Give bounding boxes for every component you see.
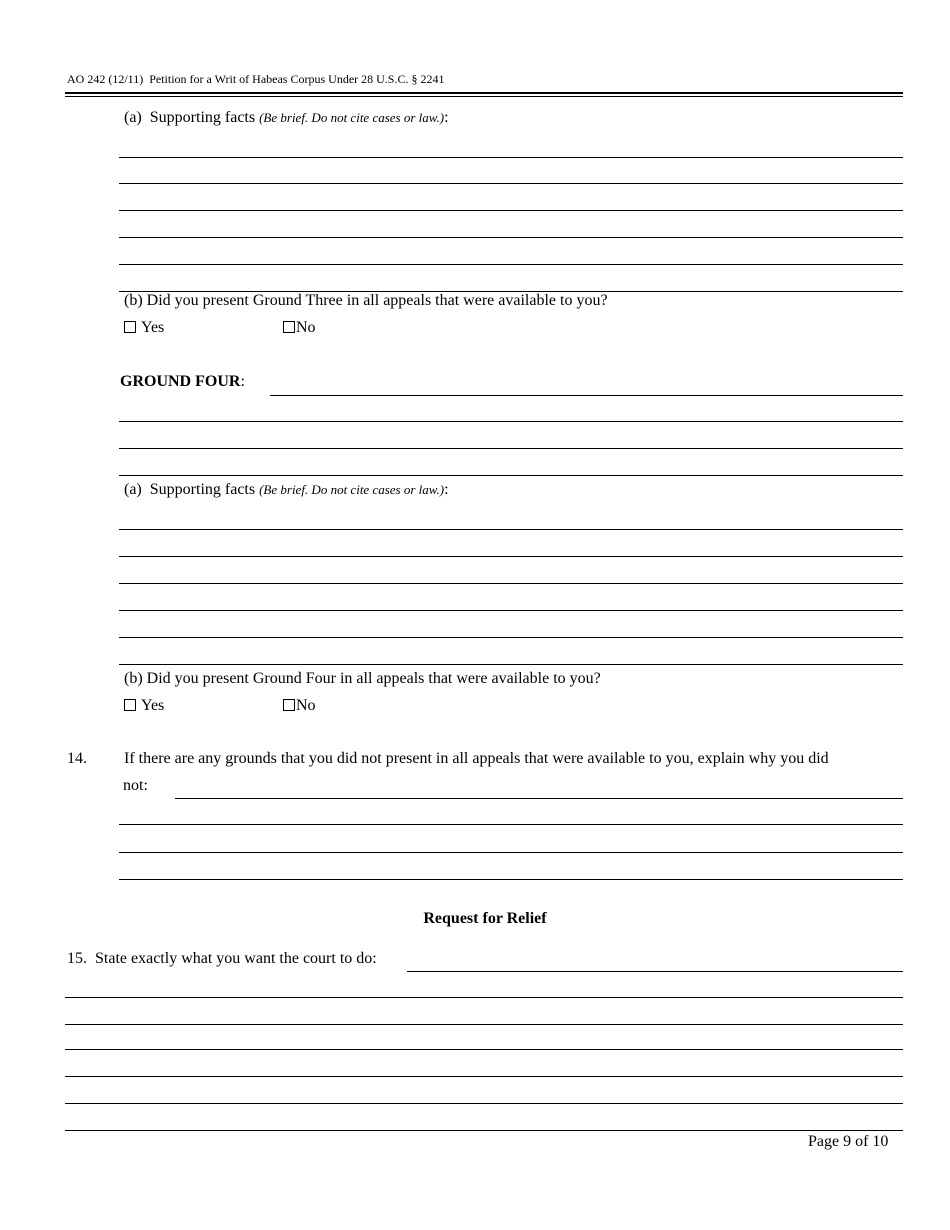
- ground-four-facts-line-1[interactable]: [119, 529, 903, 530]
- form-id: AO 242 (12/11): [67, 72, 144, 86]
- item-14-number: 14.: [67, 750, 87, 767]
- relief-line-6[interactable]: [65, 1103, 903, 1104]
- ground-four-heading: [120, 373, 245, 391]
- ground-four-supporting-facts-label: [124, 481, 449, 499]
- form-title: Petition for a Writ of Habeas Corpus Under 28 U.S.C. § 2241: [149, 72, 445, 86]
- form-header: [67, 72, 444, 87]
- relief-line-4[interactable]: [65, 1049, 903, 1050]
- ground-three-no-checkbox[interactable]: [283, 321, 295, 333]
- yes-label: Yes: [141, 319, 165, 336]
- ground-four-yes-option[interactable]: [124, 697, 164, 715]
- no-label: No: [296, 697, 316, 714]
- header-rule-thin: [65, 96, 903, 97]
- ground-four-facts-line-2[interactable]: [119, 556, 903, 557]
- ground-four-line-4[interactable]: [119, 475, 903, 476]
- ground-three-supporting-facts-label: [124, 109, 449, 127]
- relief-line-7[interactable]: [65, 1130, 903, 1131]
- relief-line-3[interactable]: [65, 1024, 903, 1025]
- ground-three-yes-checkbox[interactable]: [124, 321, 136, 333]
- ground-four-facts-line-4[interactable]: [119, 610, 903, 611]
- ground-three-no-option[interactable]: [283, 319, 316, 337]
- relief-line-5[interactable]: [65, 1076, 903, 1077]
- no-label: No: [296, 319, 316, 336]
- ground-three-facts-line-4[interactable]: [119, 237, 903, 238]
- header-rule: [65, 92, 903, 94]
- item-14-line-3[interactable]: [119, 852, 903, 853]
- ground-four-no-option[interactable]: [283, 697, 316, 715]
- relief-line-1[interactable]: [407, 971, 903, 972]
- page-number: Page 9 of 10: [808, 1133, 889, 1150]
- heading-suffix: :: [240, 373, 245, 390]
- ground-four-no-checkbox[interactable]: [283, 699, 295, 711]
- ground-three-appeal-question: (b) Did you present Ground Three in all appeals that were available to you?: [124, 292, 608, 309]
- supporting-facts-instruction: (Be brief. Do not cite cases or law.): [259, 110, 445, 125]
- relief-line-2[interactable]: [65, 997, 903, 998]
- item-14-line-4[interactable]: [119, 879, 903, 880]
- ground-four-yes-checkbox[interactable]: [124, 699, 136, 711]
- ground-four-facts-line-5[interactable]: [119, 637, 903, 638]
- item-14-line-1[interactable]: [175, 798, 903, 799]
- ground-four-line-1[interactable]: [270, 395, 903, 396]
- request-for-relief-heading: Request for Relief: [423, 910, 547, 927]
- item-15-label: [67, 950, 377, 968]
- ground-three-yes-option[interactable]: [124, 319, 164, 337]
- item-15-text: State exactly what you want the court to do:: [95, 950, 377, 967]
- label-suffix: :: [444, 481, 449, 498]
- item-letter: (a): [124, 481, 142, 498]
- item-letter: (a): [124, 109, 142, 126]
- yes-label: Yes: [141, 697, 165, 714]
- ground-four-title: GROUND FOUR: [120, 373, 241, 390]
- ground-four-line-2[interactable]: [119, 421, 903, 422]
- item-14-text-cont: not:: [123, 777, 148, 794]
- ground-three-facts-line-2[interactable]: [119, 183, 903, 184]
- supporting-facts-text: Supporting facts: [149, 109, 256, 126]
- item-14-text: If there are any grounds that you did not present in all appeals that were available to you, explain why you did: [124, 750, 829, 767]
- supporting-facts-instruction: (Be brief. Do not cite cases or law.): [259, 482, 445, 497]
- ground-four-line-3[interactable]: [119, 448, 903, 449]
- ground-four-facts-line-6[interactable]: [119, 664, 903, 665]
- ground-three-facts-line-1[interactable]: [119, 157, 903, 158]
- label-suffix: :: [444, 109, 449, 126]
- ground-three-facts-line-5[interactable]: [119, 264, 903, 265]
- item-15-number: 15.: [67, 950, 87, 967]
- ground-three-facts-line-3[interactable]: [119, 210, 903, 211]
- ground-four-facts-line-3[interactable]: [119, 583, 903, 584]
- item-14-line-2[interactable]: [119, 824, 903, 825]
- ground-four-appeal-question: (b) Did you present Ground Four in all appeals that were available to you?: [124, 670, 601, 687]
- supporting-facts-text: Supporting facts: [149, 481, 256, 498]
